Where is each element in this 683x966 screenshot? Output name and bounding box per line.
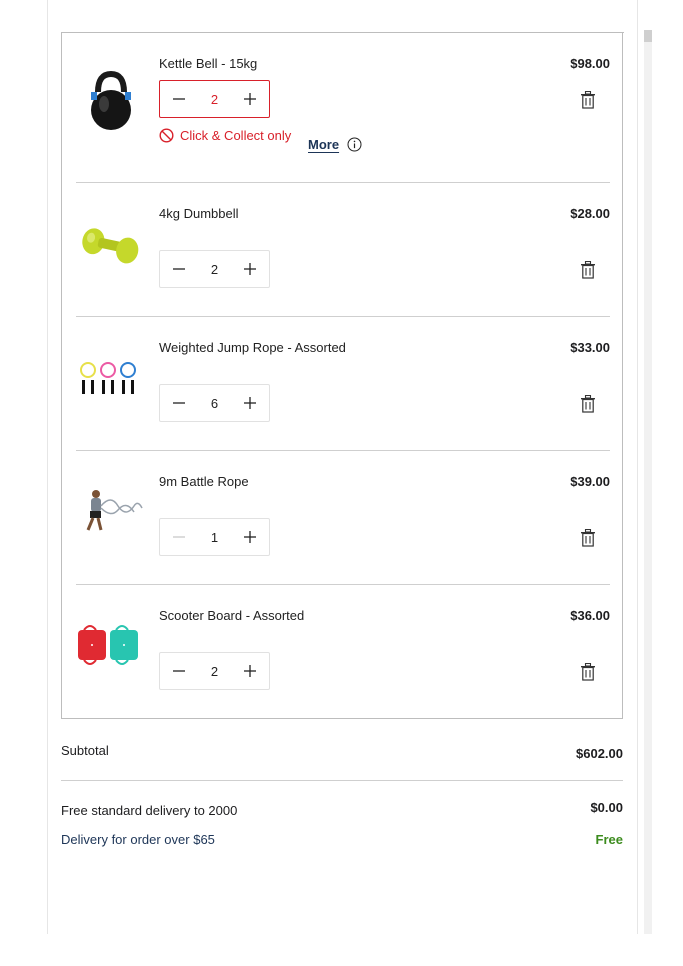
quantity-value[interactable]: 2 (210, 91, 219, 107)
click-collect-notice (159, 128, 291, 143)
trash-icon[interactable] (580, 663, 596, 681)
quantity-stepper[interactable] (159, 80, 270, 118)
divider (76, 316, 610, 317)
decrease-button[interactable] (169, 393, 189, 413)
no-entry-icon (159, 128, 174, 143)
quantity-stepper[interactable] (159, 518, 270, 556)
trash-icon[interactable] (580, 91, 596, 109)
quantity-stepper[interactable] (159, 250, 270, 288)
delivery-promo-label: Delivery for order over $65 (61, 832, 215, 847)
plus-icon (243, 664, 257, 678)
battle-rope-image (76, 480, 146, 550)
increase-button[interactable] (240, 661, 260, 681)
increase-button[interactable] (240, 259, 260, 279)
delivery-promo-value: Free (595, 832, 623, 847)
minus-icon (172, 92, 186, 106)
quantity-value[interactable]: 2 (210, 261, 219, 277)
minus-icon (172, 396, 186, 410)
more-info[interactable] (308, 137, 362, 152)
item-price: $39.00 (570, 474, 610, 489)
decrease-button[interactable] (169, 661, 189, 681)
decrease-button-disabled (169, 527, 189, 547)
item-name[interactable]: Weighted Jump Rope - Assorted (159, 340, 346, 355)
increase-button[interactable] (240, 527, 260, 547)
plus-icon (243, 92, 257, 106)
cart-items-panel (61, 32, 623, 719)
item-name[interactable]: 4kg Dumbbell (159, 206, 239, 221)
item-name[interactable]: Kettle Bell - 15kg (159, 56, 258, 71)
quantity-value[interactable]: 1 (210, 529, 219, 545)
increase-button[interactable] (240, 393, 260, 413)
divider (62, 32, 624, 33)
increase-button[interactable] (240, 89, 260, 109)
divider (76, 182, 610, 183)
delivery-label: Free standard delivery to 2000 (61, 803, 238, 818)
subtotal-label: Subtotal (61, 743, 109, 758)
minus-icon (172, 664, 186, 678)
kettlebell-image (76, 66, 146, 136)
quantity-value[interactable]: 6 (210, 395, 219, 411)
plus-icon (243, 262, 257, 276)
info-icon[interactable] (347, 137, 362, 152)
click-collect-label: Click & Collect only (180, 128, 292, 143)
subtotal-value: $602.00 (576, 746, 623, 761)
more-link[interactable]: More (308, 137, 340, 152)
trash-icon[interactable] (580, 261, 596, 279)
panel-right-border (637, 0, 638, 934)
item-name[interactable]: 9m Battle Rope (159, 474, 249, 489)
plus-icon (243, 396, 257, 410)
divider (76, 584, 610, 585)
panel-left-border (47, 0, 48, 934)
delivery-value: $0.00 (590, 800, 623, 815)
divider (61, 780, 623, 781)
scrollbar-thumb[interactable] (644, 30, 652, 42)
item-price: $36.00 (570, 608, 610, 623)
plus-icon (243, 530, 257, 544)
decrease-button[interactable] (169, 259, 189, 279)
quantity-value[interactable]: 2 (210, 663, 219, 679)
divider (76, 450, 610, 451)
trash-icon[interactable] (580, 395, 596, 413)
trash-icon[interactable] (580, 529, 596, 547)
dumbbell-image (76, 210, 146, 280)
minus-icon (172, 262, 186, 276)
item-price: $28.00 (570, 206, 610, 221)
quantity-stepper[interactable] (159, 652, 270, 690)
decrease-button[interactable] (169, 89, 189, 109)
jump-rope-image (76, 348, 146, 418)
scooter-board-image (76, 616, 146, 686)
quantity-stepper[interactable] (159, 384, 270, 422)
scrollbar[interactable] (644, 30, 652, 934)
minus-icon (172, 530, 186, 544)
item-price: $98.00 (570, 56, 610, 71)
item-price: $33.00 (570, 340, 610, 355)
item-name[interactable]: Scooter Board - Assorted (159, 608, 305, 623)
